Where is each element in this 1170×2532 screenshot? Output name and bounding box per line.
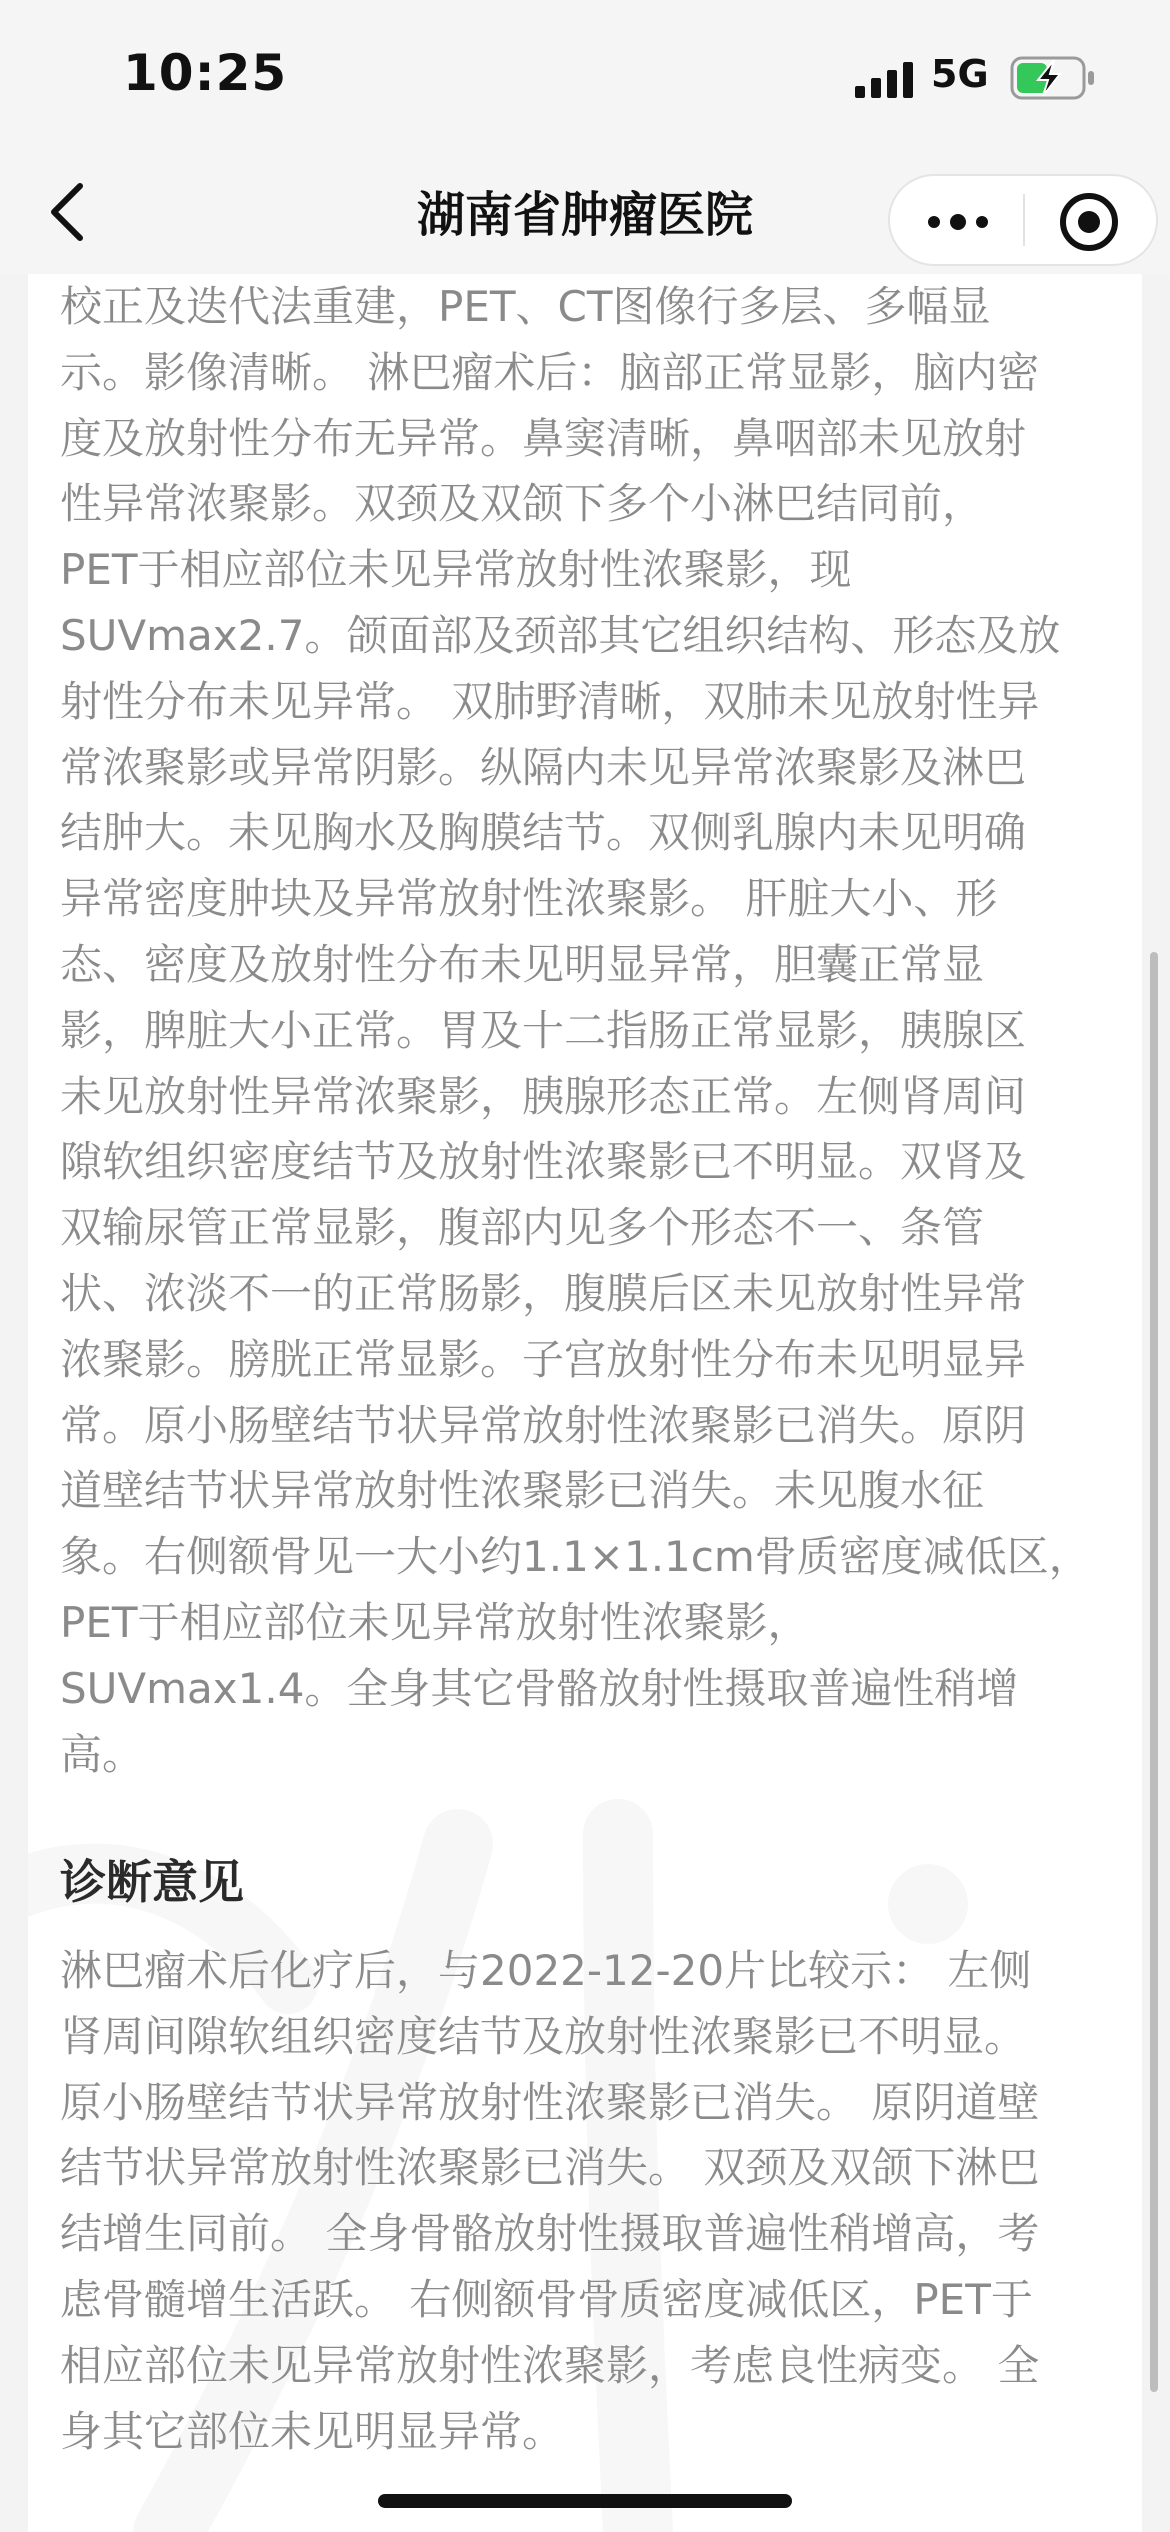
findings-line: 性异常浓聚影。双颈及双颌下多个小淋巴结同前， (60, 479, 985, 529)
findings-line: 状、浓淡不一的正常肠影，腹膜后区未见放射性异常 (60, 1268, 1027, 1318)
diagnosis-line: 原小肠壁结节状异常放射性浓聚影已消失。 原阴道壁 (60, 2077, 1040, 2127)
more-button[interactable] (890, 176, 1022, 264)
diagnosis-line: 结增生同前。 全身骨骼放射性摄取普遍性稍增高，考 (60, 2209, 1040, 2259)
diagnosis-heading: 诊断意见 (60, 1855, 244, 1909)
diagnosis-line: 虑骨髓增生活跃。 右侧额骨骨质密度减低区，PET于 (60, 2274, 1033, 2324)
report-card[interactable] (28, 274, 1142, 2532)
diagnosis-line: 结节状异常放射性浓聚影已消失。 双颈及双颌下淋巴 (60, 2143, 1040, 2193)
nav-bar (0, 150, 1170, 274)
battery-charging-icon (1010, 56, 1096, 100)
findings-line: 隙软组织密度结节及放射性浓聚影已不明显。双肾及 (60, 1137, 1027, 1187)
findings-line: 浓聚影。膀胱正常显影。子宫放射性分布未见明显异 (60, 1334, 1027, 1384)
diagnosis-line: 肾周间隙软组织密度结节及放射性浓聚影已不明显。 (60, 2011, 1027, 2061)
status-time: 10:25 (123, 44, 288, 102)
findings-line: 道壁结节状异常放射性浓聚影已消失。未见腹水征 (60, 1466, 985, 1516)
findings-line: 异常密度肿块及异常放射性浓聚影。 肝脏大小、形 (60, 874, 998, 924)
back-button[interactable] (40, 176, 96, 248)
close-mini-program-button[interactable] (1026, 176, 1156, 264)
findings-line: 象。右侧额骨见一大小约1.1×1.1cm骨质密度减低区， (60, 1532, 1091, 1582)
status-bar (0, 0, 1170, 150)
scrollbar-thumb[interactable] (1150, 952, 1158, 2392)
chevron-left-icon (40, 176, 96, 248)
findings-line: PET于相应部位未见异常放射性浓聚影，现 (60, 545, 852, 595)
findings-line: 未见放射性异常浓聚影，胰腺形态正常。左侧肾周间 (60, 1071, 1027, 1121)
findings-line: 示。影像清晰。 淋巴瘤术后：脑部正常显影，脑内密 (60, 347, 1040, 397)
diagnosis-line: 身其它部位未见明显异常。 (60, 2406, 565, 2456)
findings-line: 双输尿管正常显影，腹部内见多个形态不一、条管 (60, 1203, 985, 1253)
capsule-divider (1023, 194, 1025, 246)
diagnosis-text (60, 1938, 1140, 2464)
findings-line: 态、密度及放射性分布未见明显异常，胆囊正常显 (60, 939, 985, 989)
findings-line: 常浓聚影或异常阴影。纵隔内未见异常浓聚影及淋巴 (60, 742, 1027, 792)
findings-line: SUVmax2.7。颌面部及颈部其它组织结构、形态及放 (60, 610, 1061, 660)
findings-line: 射性分布未见异常。 双肺野清晰，双肺未见放射性异 (60, 676, 1040, 726)
findings-line: 度及放射性分布无异常。鼻窦清晰，鼻咽部未见放射 (60, 413, 1027, 463)
cellular-signal-icon (855, 62, 913, 98)
home-indicator[interactable] (378, 2494, 792, 2508)
diagnosis-line: 相应部位未见异常放射性浓聚影，考虑良性病变。 全 (60, 2340, 1040, 2390)
findings-text (60, 274, 1140, 1787)
findings-line: 常。原小肠壁结节状异常放射性浓聚影已消失。原阴 (60, 1400, 1027, 1450)
findings-line: SUVmax1.4。全身其它骨骼放射性摄取普遍性稍增 (60, 1663, 1019, 1713)
findings-line: PET于相应部位未见异常放射性浓聚影， (60, 1597, 810, 1647)
findings-line: 高。 (60, 1729, 145, 1779)
target-circle-icon (1060, 193, 1118, 251)
diagnosis-line: 淋巴瘤术后化疗后，与2022-12-20片比较示： 左侧 (60, 1946, 1032, 1995)
findings-line: 校正及迭代法重建，PET、CT图像行多层、多幅显 (60, 282, 991, 331)
findings-line: 影，脾脏大小正常。胃及十二指肠正常显影，胰腺区 (60, 1005, 1027, 1055)
mini-program-capsule (888, 174, 1158, 266)
page-title: 湖南省肿瘤医院 (416, 187, 753, 243)
findings-line: 结肿大。未见胸水及胸膜结节。双侧乳腺内未见明确 (60, 808, 1027, 858)
network-type-label: 5G (931, 52, 989, 96)
